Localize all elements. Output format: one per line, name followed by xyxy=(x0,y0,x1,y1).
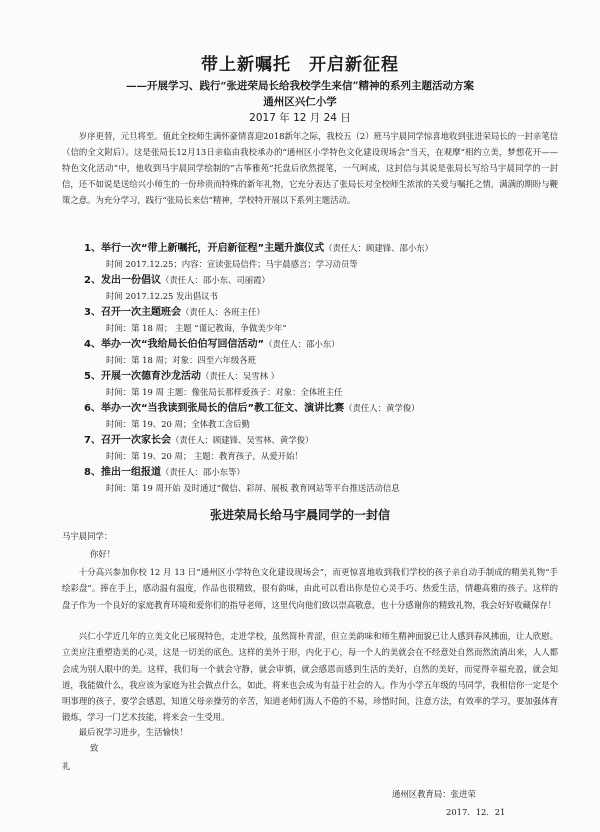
letter-sign-date: 2017．12．21 xyxy=(446,807,506,817)
list-item xyxy=(84,240,564,257)
item-heading: 3、召开一次主题班会 xyxy=(84,307,181,318)
list-item xyxy=(84,304,564,321)
item-heading: 4、举办一次“我给局长伯伯写回信活动” xyxy=(84,339,265,350)
item-detail: 时间：第 19 周开始 及时通过“微信、彩屏、展板 教育网站等平台推送活动信息 xyxy=(106,483,400,493)
letter-title: 张进荣局长给马宇晨同学的一封信 xyxy=(209,508,390,522)
list-item xyxy=(84,432,564,449)
school-name: 通州区兴仁小学 xyxy=(263,96,337,108)
intro-paragraph: 岁序更替，元旦将至。值此全校师生满怀豪情喜迎2018新年之际，我校五（2）班马宇晨同学惊喜地收到张进荣局长的一封亲笔信（信的全文附后）。这是张局长12月13日亲临由我校承办的“通州区小学特色文化建设现场会”当天，在观摩“相约立美，梦想花开——特色文化活动”中，他收到马宇晨同学绘制的“古筝雅苑”托盘后欣然提笔，一气呵成，这封信与其说是张局长写给马宇晨同学的一封信，还不如说是送给兴小师生的一份珍贵而特殊的新年礼物，它充分表达了张局长对全校师生浓浓的关爱与嘱托之情，满满的期盼与鞭策之意。为充分学习，践行“张局长来信”精神，学校特开展以下系列主题活动。 xyxy=(62,131,558,205)
item-responsible: （责任人：邵小东等） xyxy=(160,467,245,477)
item-heading: 5、开展一次德育沙龙活动 xyxy=(84,371,201,382)
item-responsible: （责任人：邵小东） xyxy=(264,339,340,349)
letter-greeting: 你好！ xyxy=(90,549,116,559)
item-detail: 时间 2017.12.25；内容：宣读张局信件；马宇晨感言；学习动员等 xyxy=(106,259,358,269)
document-title: 带上新嘱托 开启新征程 xyxy=(201,55,399,75)
item-heading: 7、召开一次家长会 xyxy=(84,435,171,446)
item-detail: 时间：第 19、20 周； 主题：教育孩子，从爱开始！ xyxy=(106,451,303,461)
item-heading: 2、发出一份倡议 xyxy=(84,275,161,286)
letter-salutation: 马宇晨同学： xyxy=(62,531,113,541)
item-responsible: （责任人：顾建锋、吴雪林、黄学俊） xyxy=(170,435,314,445)
item-detail: 时间：第 19、20 周；全体教工含后勤 xyxy=(106,419,250,429)
letter-closing-2: 礼 xyxy=(62,761,71,771)
letter-paragraph-2: 兴仁小学近几年的立美文化已展现特色，走进学校，虽然简朴青涩，但立美韵味和师生精神面貌已让人感到春风拂面，让人欣慰。立美应注重塑造美的心灵，这是一切美的底色。这样的美外于形，内化于心，每一个人的美就会在不经意处自然而然流淌出来，人人都会成为别人眼中的美。这样，我们每一个就会守静，就会审慎，就会感恩而感到生活的美好，自然的美好，而觉得幸福充盈，就会知道，我能做什么，我应该为家庭为社会做点什么，如此，将来也会成为有益于社会的人。作为小学五年级的马同学，我相信你一定是个明事理的孩子，要学会感恩，知道父母亲操劳的辛苦，知道老师们海人不倦的不易，珍惜时间，注意方法，有效率的学习，要加强体育锻炼，学习一门艺术技能，将来会一生受用。 xyxy=(62,631,558,723)
list-item xyxy=(84,464,564,481)
item-detail: 时间：第 18 周；对象：四至六年级各班 xyxy=(106,355,256,365)
item-heading: 6、举办一次“当我读到张局长的信后”教工征文、演讲比赛 xyxy=(84,403,345,414)
list-item xyxy=(84,336,564,353)
letter-paragraph-3: 最后祝学习进步，生活愉快！ xyxy=(78,727,188,737)
list-item xyxy=(84,400,564,417)
letter-signer: 通州区教育局：张进荣 xyxy=(392,789,476,799)
document-date: 2017 年 12 月 24 日 xyxy=(249,112,351,124)
item-responsible: （责任人：顾建锋、邵小东） xyxy=(324,243,433,253)
item-detail: 时间：第 18 周； 主题 “谨记教诲，争做美少年” xyxy=(106,323,287,333)
document-subtitle: ——开展学习、践行“张进荣局长给我校学生来信”精神的系列主题活动方案 xyxy=(125,80,475,92)
letter-paragraph-1: 十分高兴参加你校 12 月 13 日“通州区小学特色文化建设现场会”，而更惊喜地收到我们学校的孩子亲自动手制成的精美礼物“手绘彩盘”。捧在手上，感动温有温度，作品也很精致，很有韵味，由此可以看出你是位心灵手巧、热爱生活，情趣高雅的孩子。这样的盘子作为一个良好的家庭教育环境和爱你们的指导老师，这里代向他们致以崇高敬意，也十分感谢你的精致礼物，我会好好收藏保存！ xyxy=(62,567,558,610)
item-responsible: （责任人：吴雪林 ） xyxy=(200,371,280,381)
item-heading: 8、推出一组报道 xyxy=(84,467,161,478)
list-item xyxy=(84,368,564,385)
item-responsible: （责任人：黄学俊） xyxy=(344,403,420,413)
list-item xyxy=(84,272,564,289)
item-heading: 1、举行一次“带上新嘱托，开启新征程”主题升旗仪式 xyxy=(84,243,325,254)
item-detail: 时间：第 19 周 主题：像张局长那样爱孩子：对象：全体班主任 xyxy=(106,387,343,397)
letter-closing-1: 致 xyxy=(90,743,99,753)
item-responsible: （责任人：邵小东、司丽霞） xyxy=(160,275,270,285)
item-detail: 时间 2017.12.25 发出倡议书 xyxy=(106,291,218,301)
item-responsible: （责任人：各班主任） xyxy=(180,307,265,317)
